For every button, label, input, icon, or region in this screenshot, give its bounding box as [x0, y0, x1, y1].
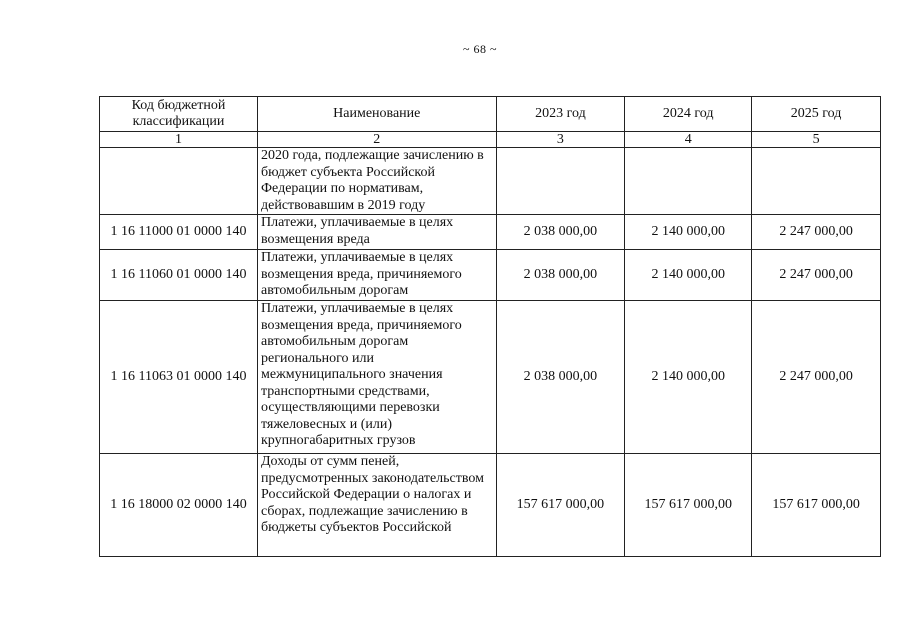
amount-2023-cell: [496, 148, 625, 215]
amount-2024-cell: 2 140 000,00: [625, 215, 752, 250]
amount-2025-cell: 2 247 000,00: [752, 215, 881, 250]
page-number: ~ 68 ~: [463, 42, 497, 56]
amount-2025-cell: 2 247 000,00: [752, 301, 881, 454]
amount-2025-cell: [752, 148, 881, 215]
name-cell: Платежи, уплачиваемые в целях возмещения вреда: [258, 215, 497, 250]
amount-2024-cell: 2 140 000,00: [625, 250, 752, 301]
code-cell: 1 16 11060 01 0000 140: [100, 250, 258, 301]
amount-2023-cell: 157 617 000,00: [496, 454, 625, 557]
amount-2025-cell: 157 617 000,00: [752, 454, 881, 557]
column-number: 2: [258, 132, 497, 148]
column-number: 1: [100, 132, 258, 148]
table-row: [100, 250, 881, 301]
table-row: [100, 454, 881, 557]
header-code: Код бюджетной классификации: [100, 97, 258, 132]
amount-2024-cell: 2 140 000,00: [625, 301, 752, 454]
column-number-row: [100, 132, 881, 148]
column-number: 5: [752, 132, 881, 148]
table-row: [100, 301, 881, 454]
header-year-2023: 2023 год: [496, 97, 625, 132]
code-cell: [100, 148, 258, 215]
table-row: [100, 148, 881, 215]
amount-2023-cell: 2 038 000,00: [496, 301, 625, 454]
table-header-row: [100, 97, 881, 132]
code-cell: 1 16 18000 02 0000 140: [100, 454, 258, 557]
amount-2025-cell: 2 247 000,00: [752, 250, 881, 301]
header-year-2025: 2025 год: [752, 97, 881, 132]
amount-2023-cell: 2 038 000,00: [496, 215, 625, 250]
name-cell: Платежи, уплачиваемые в целях возмещения вреда, причиняемого автомобильным дорогам регионального или межмуниципального значения транспортными средствами, осуществляющими перевозки тяжеловесных и (или) крупногабаритных грузов: [258, 301, 497, 454]
header-year-2024: 2024 год: [625, 97, 752, 132]
name-cell: 2020 года, подлежащие зачислению в бюджет субъекта Российской Федерации по нормативам, действовавшим в 2019 году: [258, 148, 497, 215]
code-cell: 1 16 11063 01 0000 140: [100, 301, 258, 454]
amount-2023-cell: 2 038 000,00: [496, 250, 625, 301]
header-name: Наименование: [258, 97, 497, 132]
code-cell: 1 16 11000 01 0000 140: [100, 215, 258, 250]
column-number: 3: [496, 132, 625, 148]
column-number: 4: [625, 132, 752, 148]
budget-table: [99, 96, 881, 557]
name-cell: Платежи, уплачиваемые в целях возмещения вреда, причиняемого автомобильным дорогам: [258, 250, 497, 301]
amount-2024-cell: [625, 148, 752, 215]
table-row: [100, 215, 881, 250]
amount-2024-cell: 157 617 000,00: [625, 454, 752, 557]
name-cell: Доходы от сумм пеней, предусмотренных законодательством Российской Федерации о налогах и сборах, подлежащие зачислению в бюджеты субъектов Российской: [258, 454, 497, 557]
